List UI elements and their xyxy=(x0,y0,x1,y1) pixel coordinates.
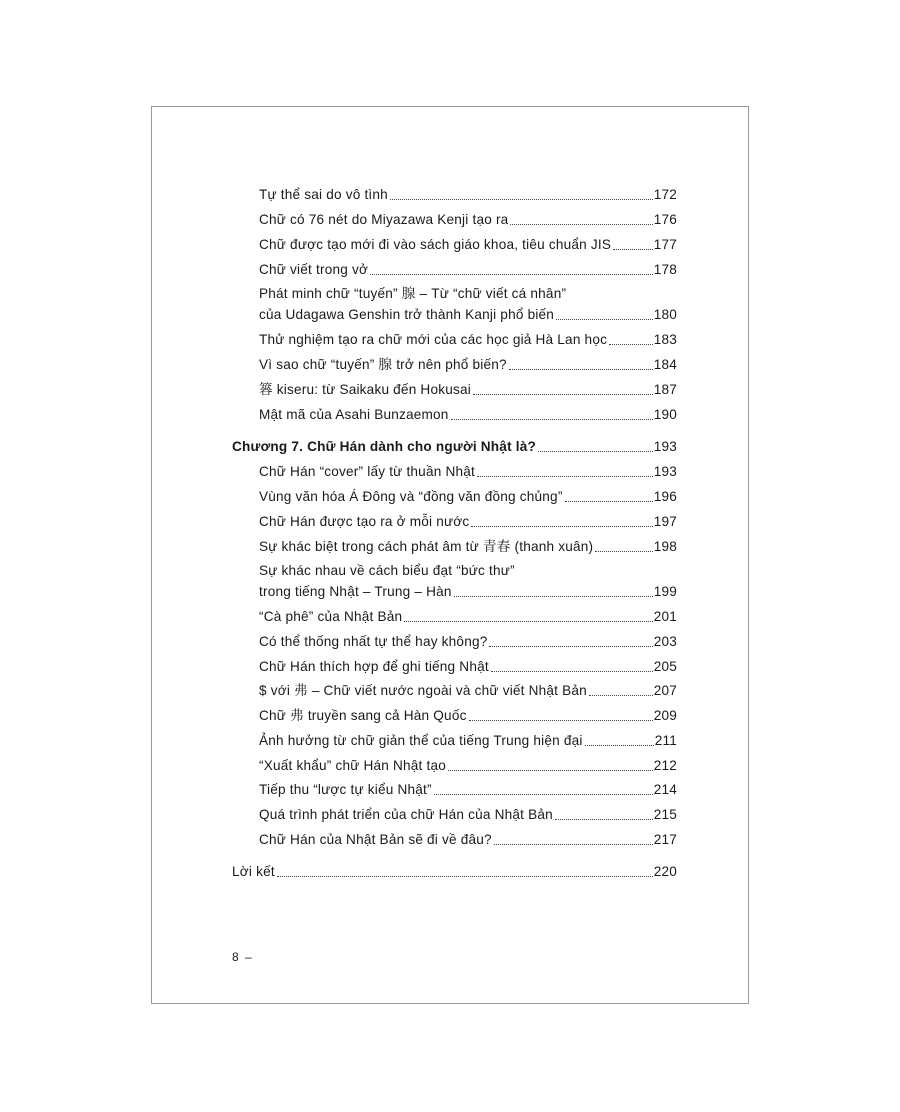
toc-entry-title: Chữ Hán “cover” lấy từ thuần Nhật xyxy=(259,464,475,479)
afterword-title: Lời kết xyxy=(232,864,275,879)
toc-entry xyxy=(259,306,677,324)
dot-leader xyxy=(489,646,652,647)
toc-entry xyxy=(259,583,677,601)
toc-entry-page: 172 xyxy=(653,187,677,202)
toc-entry-title: Chữ Hán thích hợp để ghi tiếng Nhật xyxy=(259,659,489,674)
toc-entry-title: “Xuất khẩu” chữ Hán Nhật tạo xyxy=(259,758,446,773)
toc-entry xyxy=(259,406,677,424)
toc-entry xyxy=(259,831,677,849)
toc-entry-title: Chữ viết trong vở xyxy=(259,262,369,277)
dot-leader xyxy=(556,319,653,320)
dot-leader xyxy=(613,249,653,250)
toc-entry-title: Chữ Hán được tạo ra ở mỗi nước xyxy=(259,514,470,529)
page-number-dash: – xyxy=(244,950,252,964)
toc-entry-title: của Udagawa Genshin trở thành Kanji phổ biến xyxy=(259,307,555,322)
dot-leader xyxy=(454,596,653,597)
toc-entry xyxy=(259,682,677,700)
toc-entry xyxy=(259,707,677,725)
toc-entry-title: Quá trình phát triển của chữ Hán của Nhật Bản xyxy=(259,807,553,822)
toc-entry xyxy=(259,261,677,279)
toc-entry-title: Có thể thống nhất tự thể hay không? xyxy=(259,634,488,649)
toc-entry xyxy=(259,331,677,349)
toc-entry xyxy=(259,356,677,374)
toc-entry xyxy=(259,538,677,556)
toc-entry xyxy=(259,806,677,824)
toc-entry-page: 217 xyxy=(653,832,677,847)
dot-leader xyxy=(277,876,653,877)
toc-entry-page: 187 xyxy=(653,382,677,397)
toc-entry xyxy=(259,186,677,204)
toc-entry-page: 176 xyxy=(653,212,677,227)
dot-leader xyxy=(477,476,653,477)
toc-entry-page: 177 xyxy=(653,237,677,252)
dot-leader xyxy=(538,451,653,452)
toc-entry-page: 209 xyxy=(653,708,677,723)
book-page xyxy=(151,106,749,1004)
toc-entry-page: 212 xyxy=(653,758,677,773)
toc-entry xyxy=(259,757,677,775)
dot-leader xyxy=(555,819,653,820)
dot-leader xyxy=(565,501,653,502)
dot-leader xyxy=(448,770,653,771)
toc-entry-page: 207 xyxy=(653,683,677,698)
toc-entry-page: 201 xyxy=(653,609,677,624)
toc-entry xyxy=(259,608,677,626)
dot-leader xyxy=(451,419,653,420)
toc-entry-page: 183 xyxy=(653,332,677,347)
toc-entry-page: 184 xyxy=(653,357,677,372)
afterword-entry xyxy=(232,863,677,881)
toc-entry-page: 196 xyxy=(653,489,677,504)
dot-leader xyxy=(469,720,653,721)
toc-entry xyxy=(259,463,677,481)
table-of-contents xyxy=(152,107,748,1003)
toc-entry-title: Vì sao chữ “tuyến” 腺 trở nên phổ biến? xyxy=(259,357,507,372)
toc-entry xyxy=(259,236,677,254)
page-number-value: 8 xyxy=(232,950,239,964)
toc-entry-page: 178 xyxy=(653,262,677,277)
toc-entry-title: Tiếp thu “lược tự kiểu Nhật” xyxy=(259,782,432,797)
dot-leader xyxy=(494,844,653,845)
toc-entry-title: “Cà phê” của Nhật Bản xyxy=(259,609,403,624)
toc-entry-title: 簭 kiseru: từ Saikaku đến Hokusai xyxy=(259,382,471,397)
dot-leader xyxy=(390,199,653,200)
toc-entry-title: $ với 弗 – Chữ viết nước ngoài và chữ viết Nhật Bản xyxy=(259,683,587,698)
toc-entry-page: 205 xyxy=(653,659,677,674)
dot-leader xyxy=(589,695,653,696)
dot-leader xyxy=(510,224,652,225)
toc-entry-page: 214 xyxy=(653,782,677,797)
dot-leader xyxy=(609,344,653,345)
toc-entry-first-line: Sự khác nhau về cách biểu đạt “bức thư” xyxy=(259,563,515,578)
toc-entry-page: 197 xyxy=(653,514,677,529)
toc-entry-title: Sự khác biệt trong cách phát âm từ 青春 (thanh xuân) xyxy=(259,539,594,554)
dot-leader xyxy=(509,369,653,370)
dot-leader xyxy=(370,274,653,275)
toc-entry xyxy=(259,781,677,799)
toc-entry-first-line: Phát minh chữ “tuyến” 腺 – Từ “chữ viết cá nhân” xyxy=(259,286,567,301)
dot-leader xyxy=(434,794,653,795)
toc-entry-page: 203 xyxy=(653,634,677,649)
toc-entry-page: 199 xyxy=(653,584,677,599)
toc-entry-page: 180 xyxy=(653,307,677,322)
toc-entry-title: Ảnh hưởng từ chữ giản thể của tiếng Trung hiện đại xyxy=(259,733,583,748)
toc-entry xyxy=(259,513,677,531)
dot-leader xyxy=(491,671,653,672)
dot-leader xyxy=(473,394,653,395)
toc-entry-title: trong tiếng Nhật – Trung – Hàn xyxy=(259,584,452,599)
dot-leader xyxy=(585,745,654,746)
toc-entry xyxy=(259,633,677,651)
dot-leader xyxy=(404,621,652,622)
toc-entry xyxy=(259,211,677,229)
toc-entry-page: 215 xyxy=(653,807,677,822)
toc-entry-title: Mật mã của Asahi Bunzaemon xyxy=(259,407,449,422)
toc-entry-title: Tự thể sai do vô tình xyxy=(259,187,388,202)
toc-entry-title: Chữ 弗 truyền sang cả Hàn Quốc xyxy=(259,708,467,723)
toc-entry-title: Thử nghiệm tạo ra chữ mới của các học giả Hà Lan học xyxy=(259,332,608,347)
chapter-heading xyxy=(232,438,677,456)
toc-entry xyxy=(259,732,677,750)
toc-entry-page: 190 xyxy=(653,407,677,422)
toc-entry-title: Chữ được tạo mới đi vào sách giáo khoa, tiêu chuẩn JIS xyxy=(259,237,612,252)
chapter-title: Chương 7. Chữ Hán dành cho người Nhật là? xyxy=(232,439,537,454)
dot-leader xyxy=(595,551,653,552)
toc-entry-page: 198 xyxy=(653,539,677,554)
toc-entry-title: Chữ Hán của Nhật Bản sẽ đi về đâu? xyxy=(259,832,492,847)
page-number xyxy=(232,950,252,964)
dot-leader xyxy=(471,526,652,527)
chapter-page: 193 xyxy=(653,439,677,454)
toc-entry-page: 211 xyxy=(654,733,677,748)
toc-entry xyxy=(259,381,677,399)
toc-entry xyxy=(259,488,677,506)
toc-entry xyxy=(259,658,677,676)
toc-entry-page: 193 xyxy=(653,464,677,479)
toc-entry-title: Vùng văn hóa Á Đông và “đồng văn đồng chủng” xyxy=(259,489,563,504)
toc-entry-title: Chữ có 76 nét do Miyazawa Kenji tạo ra xyxy=(259,212,509,227)
afterword-page: 220 xyxy=(653,864,677,879)
